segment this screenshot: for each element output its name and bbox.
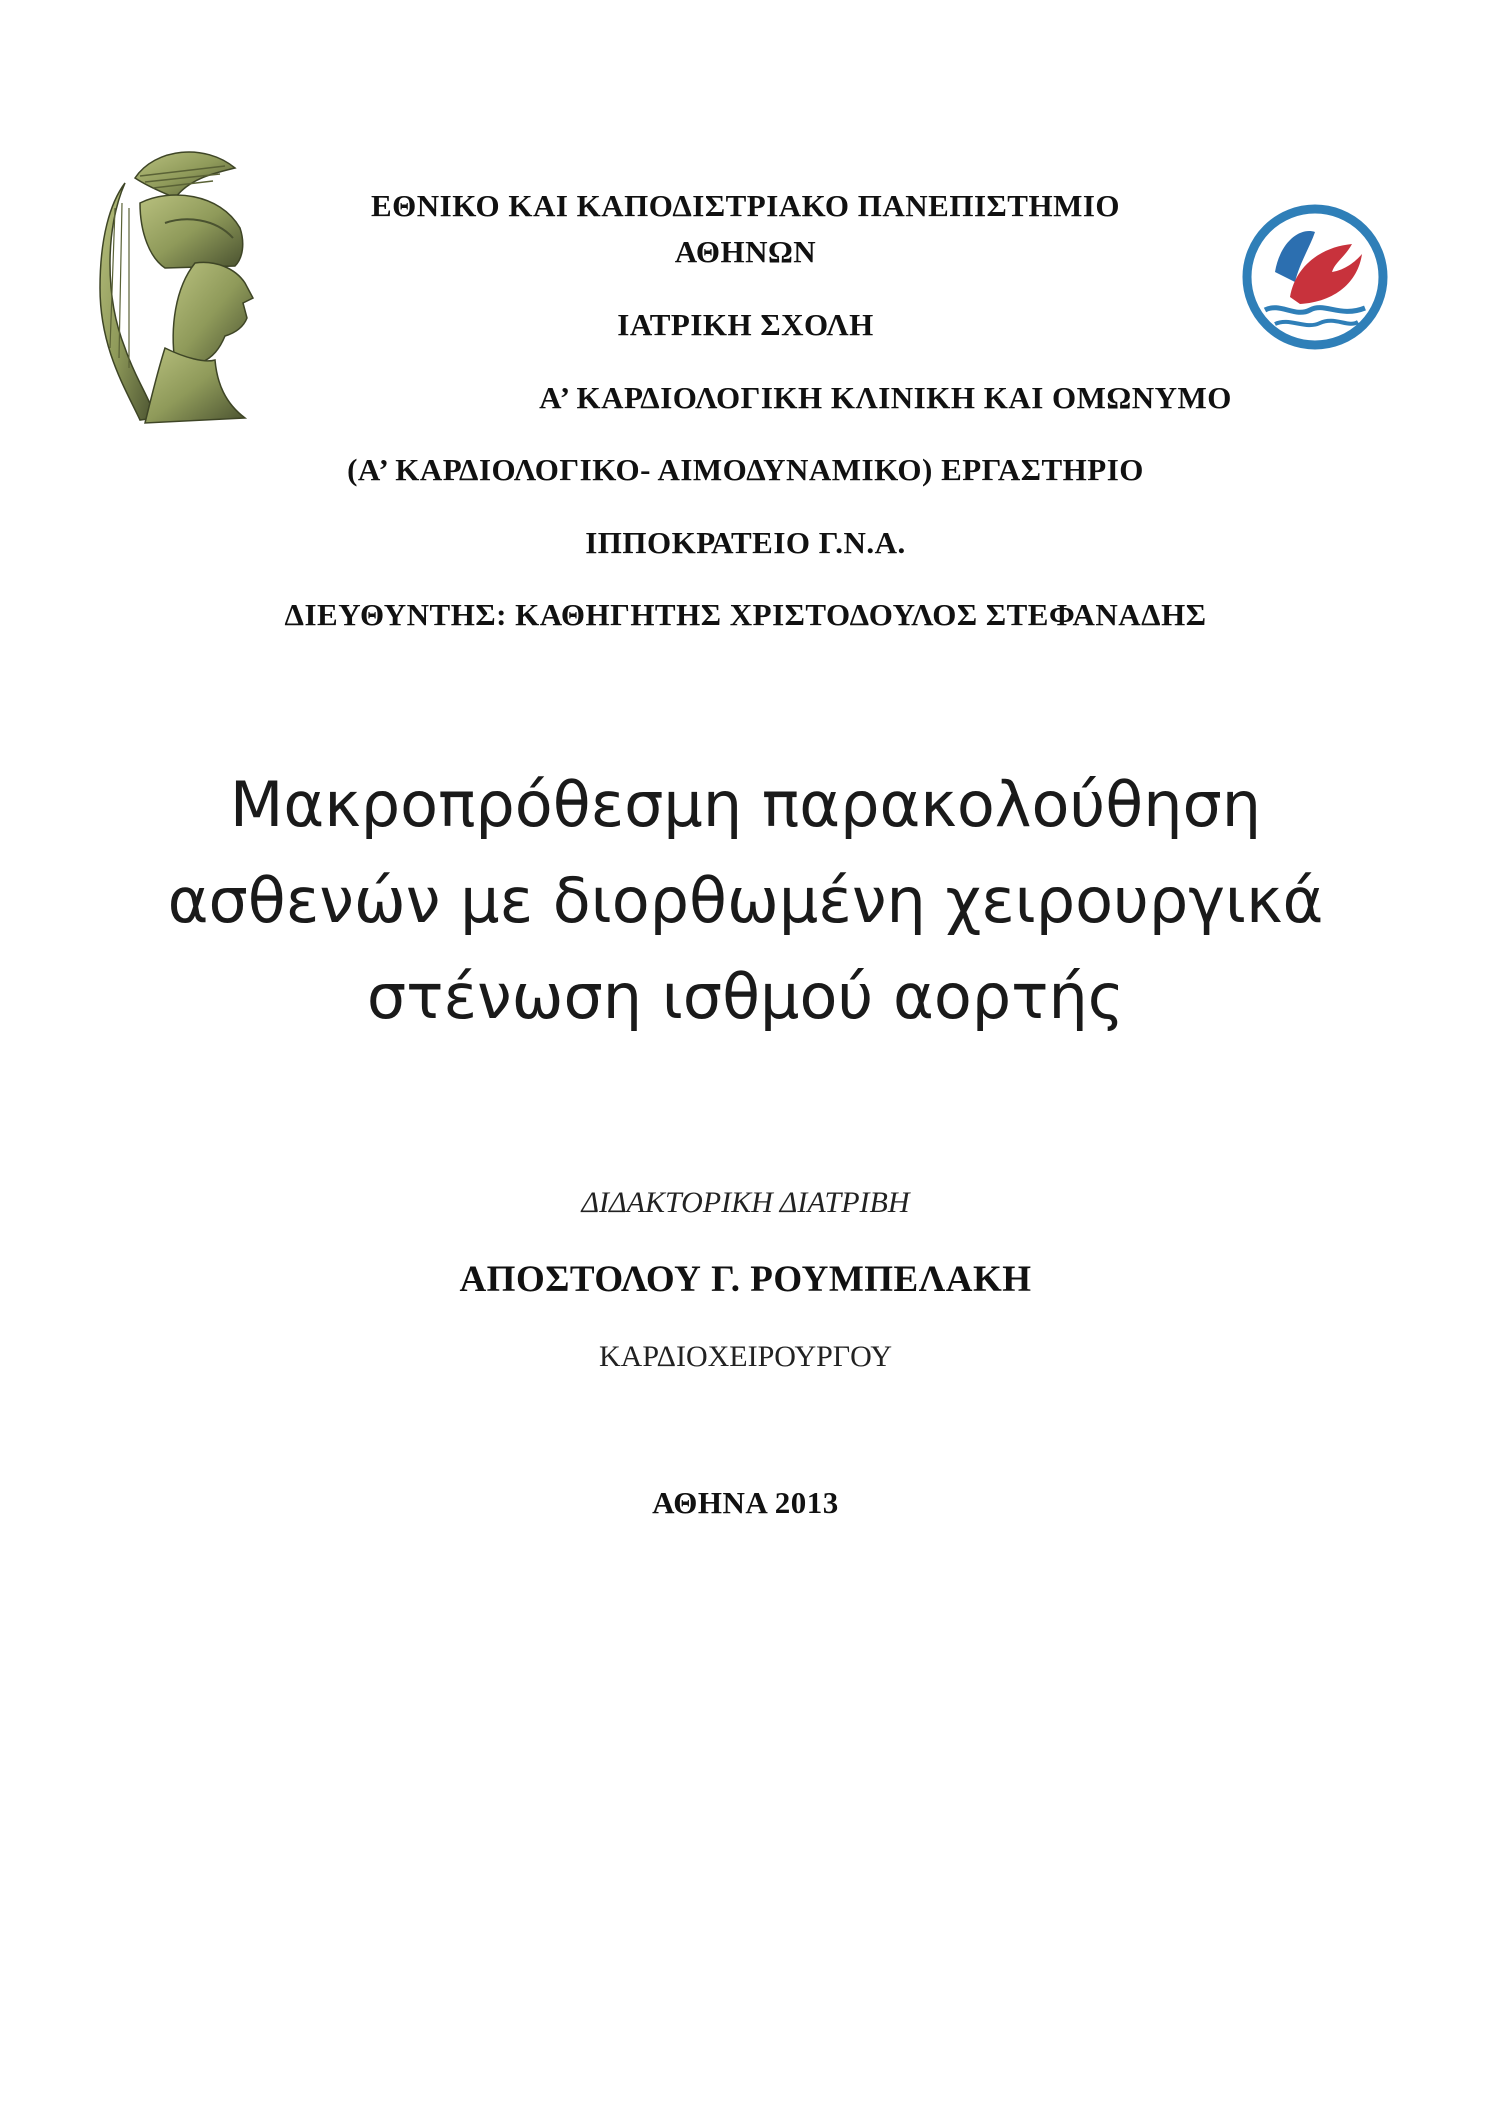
university-name: ΕΘΝΙΚΟ ΚΑΙ ΚΑΠΟΔΙΣΤΡΙΑΚΟ ΠΑΝΕΠΙΣΤΗΜΙΟ xyxy=(370,188,1121,223)
hospital-name: ΙΠΠΟΚΡΑΤΕΙΟ Γ.Ν.Α. xyxy=(585,525,906,560)
thesis-title-line-2: ασθενών με διορθωμένη χειρουργικά xyxy=(167,864,1324,937)
author-name: ΑΠΟΣΤΟΛΟΥ Γ. ΡΟΥΜΠΕΛΑΚΗ xyxy=(459,1259,1032,1300)
director-line: ΔΙΕΥΘΥΝΤΗΣ: ΚΑΘΗΓΗΤΗΣ ΧΡΙΣΤΟΔΟΥΛΟΣ ΣΤΕΦΑΝΑΔΗΣ xyxy=(284,597,1207,632)
school-name: ΙΑΤΡΙΚΗ ΣΧΟΛΗ xyxy=(617,307,874,342)
thesis-title-line-3: στένωση ισθμού αορτής xyxy=(366,960,1125,1033)
clinic-name: Α’ ΚΑΡΔΙΟΛΟΓΙΚΗ ΚΛΙΝΙΚΗ ΚΑΙ ΟΜΩΝΥΜΟ xyxy=(539,380,1232,415)
laboratory-name: (Α’ ΚΑΡΔΙΟΛΟΓΙΚΟ- ΑΙΜΟΔΥΝΑΜΙΚΟ) ΕΡΓΑΣΤΗΡΙΟ xyxy=(347,452,1144,487)
university-city: ΑΘΗΝΩΝ xyxy=(674,234,817,269)
thesis-title-line-1: Μακροπρόθεσμη παρακολούθηση xyxy=(229,768,1262,841)
thesis-type: ΔΙΔΑΚΤΟΡΙΚΗ ΔΙΑΤΡΙΒΗ xyxy=(581,1186,910,1219)
author-profession: ΚΑΡΔΙΟΧΕΙΡΟΥΡΓΟΥ xyxy=(599,1340,892,1373)
place-and-year: ΑΘΗΝΑ 2013 xyxy=(652,1485,839,1520)
